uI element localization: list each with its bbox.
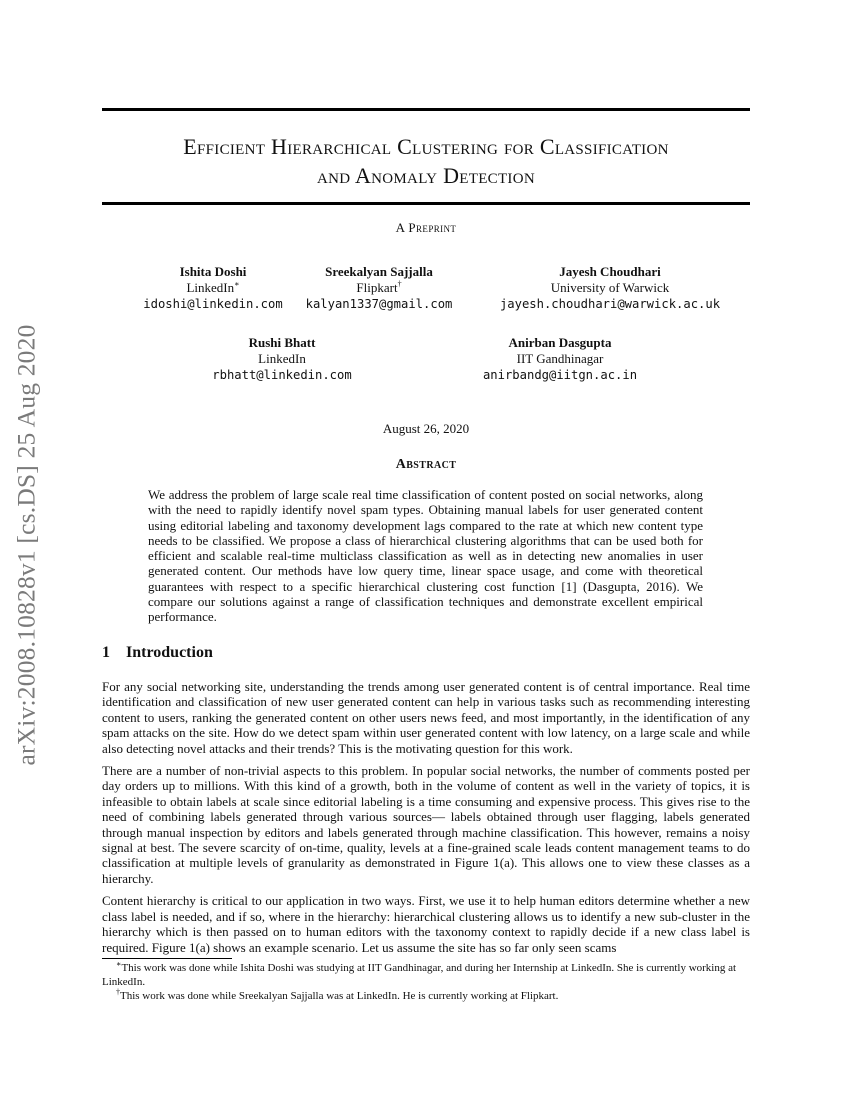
footnote-mark: ∗ (116, 959, 122, 969)
author-email: rbhatt@linkedin.com (212, 368, 352, 382)
footnote-rule (102, 958, 232, 959)
author-name: Ishita Doshi (179, 264, 247, 279)
arxiv-identifier-margin (2, 290, 52, 800)
preprint-label: A Preprint (395, 220, 457, 235)
title-line-2: and Anomaly Detection (316, 163, 535, 188)
author-affiliation: University of Warwick (550, 280, 670, 295)
author-affiliation: Flipkart† (356, 279, 402, 295)
footnote: ∗This work was done while Ishita Doshi was studying at IIT Gandhinagar, and during her Internship at LinkedIn. She is currently working at LinkedIn. (102, 959, 737, 988)
author-email: anirbandg@iitgn.ac.in (482, 368, 638, 382)
author-name: Anirban Dasgupta (508, 335, 612, 350)
author-block (190, 335, 374, 383)
title-rule-bottom (102, 202, 750, 205)
author-affiliation: IIT Gandhinagar (516, 351, 604, 366)
abstract-heading: Abstract (395, 457, 457, 472)
author-name: Sreekalyan Sajjalla (325, 264, 433, 279)
section-title: Introduction (126, 644, 213, 661)
section-heading (102, 644, 213, 662)
footnote-mark: ∗ (234, 279, 240, 289)
author-email: kalyan1337@gmail.com (305, 297, 453, 311)
footnote-mark: † (397, 279, 402, 289)
author-name: Rushi Bhatt (248, 335, 316, 350)
author-email: idoshi@linkedin.com (143, 297, 283, 311)
publication-date: August 26, 2020 (382, 421, 470, 436)
author-name: Jayesh Choudhari (559, 264, 661, 279)
author-affiliation: LinkedIn∗ (186, 279, 240, 295)
footnotes (102, 961, 750, 1003)
paragraph: Content hierarchy is critical to our application in two ways. First, we use it to help human editors determine whether a new class label is needed, and if so, where in the hierarchy: hierarchical clustering allows us to identify a new sub-cluster in the hierarchy which is then passed on to human editors with the taxonomy context to rapidly decide if a new class label is required. Figure 1(a) shows an example scenario. Let us assume the site has so far only seen scams (102, 893, 750, 955)
paragraph: For any social networking site, understanding the trends among user generated content is of central importance. Real time identification and classification of new user generated content can help in various tasks such as recommending interesting content to users, ranking the generated content on other users news feed, and most importantly, in the identification of any spam attacks on the site. How do we detect spam within user generated content with low latency, on a large scale and while also detecting novel attacks and their trends? This is the motivating question for this work. (102, 679, 750, 756)
title-rule-top (102, 108, 750, 111)
author-block (460, 335, 660, 383)
footnote: †This work was done while Sreekalyan Sajjalla was at LinkedIn. He is currently working at Flipkart. (116, 987, 559, 1002)
title-line-1: Efficient Hierarchical Clustering for Classification (183, 134, 669, 159)
author-email: jayesh.choudhari@warwick.ac.uk (499, 297, 721, 311)
arxiv-identifier: arXiv:2008.10828v1 [cs.DS] 25 Aug 2020 (12, 324, 42, 766)
paragraph: There are a number of non-trivial aspects to this problem. In popular social networks, the number of comments posted per day orders up to millions. With this kind of a growth, both in the volume of content as well in the variety of topics, it is infeasible to obtain labels at scale since editorial labeling is a time consuming and expensive process. This gives rise to the need of combining labels generated through various sources— labels obtained through user flagging, labels generated through manual inspection by editors and labels generated through machine classification. This however, remains a noisy signal at best. The severe scarcity of on-time, quality, levels at a fine-grained scale leads content management teams to do classification at multiple levels of granularity as demonstrated in Figure 1(a). This allows one to view these classes as a hierarchy. (102, 763, 750, 886)
body-text (102, 679, 750, 962)
footnote-mark: † (116, 987, 120, 997)
author-block (478, 264, 742, 312)
paper-title (102, 132, 750, 190)
author-affiliation: LinkedIn (258, 351, 306, 366)
section-number: 1 (102, 644, 110, 661)
abstract-text: We address the problem of large scale real time classification of content posted on social networks, along with the need to rapidly identify novel spam types. Obtaining manual labels for user generated content using editorial labeling and taxonomy development lags compared to the rate at which new content type needs to be classified. We propose a class of hierarchical clustering algorithms that can be used both for efficient and scalable real-time multiclass classification as well as in detecting new anomalies in user generated content. Our methods have low query time, linear space usage, and come with theoretical guarantees with respect to a specific hierarchical clustering cost function [1] (Dasgupta, 2016). We compare our solutions against a range of classification techniques and demonstrate excellent empirical performance. (148, 487, 703, 625)
author-block (286, 264, 472, 312)
